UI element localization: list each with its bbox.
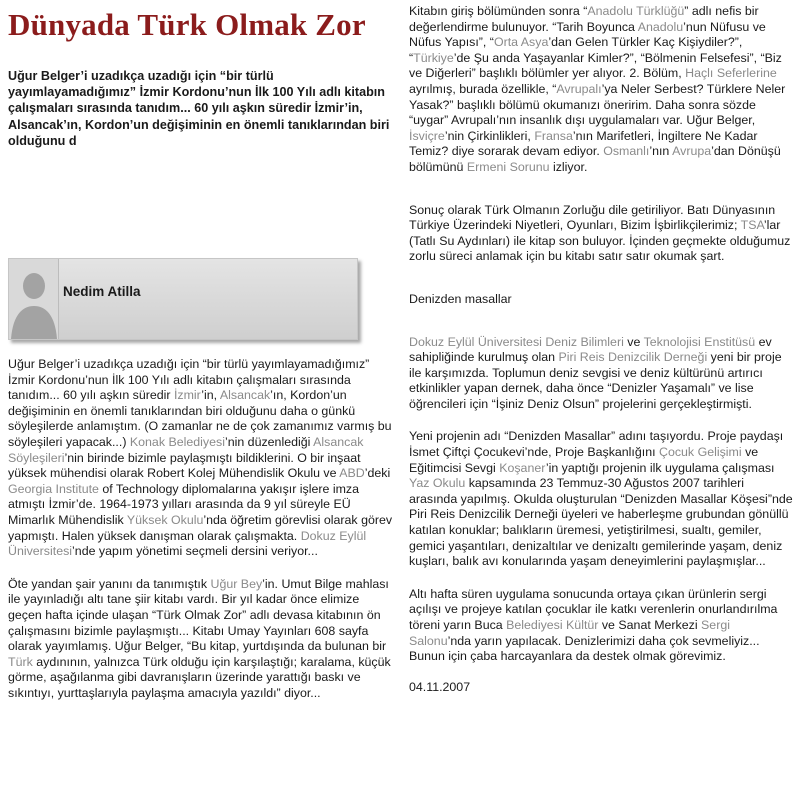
paragraph-text: ’in yaptığı projenin ilk uygulama çalışması — [545, 460, 775, 475]
article-link[interactable]: Orta Asya — [493, 35, 549, 50]
article-link[interactable]: Fransa — [534, 128, 573, 143]
article-link[interactable]: Anadolu — [637, 19, 684, 34]
article-link[interactable]: Dokuz Eylül Üniversitesi — [8, 528, 367, 559]
article-link[interactable]: Anadolu Türklüğü — [587, 4, 685, 18]
paragraph-text: Uğur Belger’i uzadıkça uzadığı için “bir türlü yayımlayamadığımız” İzmir Kordonu’nun İlk 100 Yılı adlı kitabın çalışmaları sırasında tanıdım... 60 yılı aşkın süredir — [8, 357, 370, 403]
paragraph-text: Kitabın giriş bölümünden sonra “ — [409, 4, 588, 18]
article-link[interactable]: Dokuz Eylül Üniversitesi Deniz Bilimleri — [409, 334, 624, 349]
article-link[interactable]: Ermeni Sorunu — [466, 159, 550, 174]
article-link[interactable]: Belediyesi Kültür — [506, 618, 599, 632]
article-paragraph — [409, 335, 793, 413]
paragraph-text: Denizden masallar — [409, 291, 512, 306]
article-link[interactable]: Teknolojisi Enstitüsü — [643, 334, 756, 349]
paragraph-text: Sonuç olarak Türk Olmanın Zorluğu dile getiriliyor. Batı Dünyasının Türkiye Üzerindeki Niyetleri, Oyunları, Bizim İşbirlikçilerimiz; — [409, 202, 776, 233]
article-link[interactable]: Yaz Okulu — [409, 476, 466, 491]
paragraph-text: aydınının, yalnızca Türk olduğu için karşılaştığı; karalama, küçük görme, aşağılanma gibi davranışların üzerinde yarattığı baskı ve sıkıntıyı, yurttaşlarıyla paylaşma amacıyla yazıldı” diyor... — [8, 654, 391, 700]
article-link[interactable]: Türk — [8, 654, 33, 669]
article-link[interactable]: Avrupalı — [556, 81, 602, 96]
article-paragraph — [409, 203, 793, 265]
paragraph-text: ev sahipliğinde kurulmuş olan — [409, 334, 772, 365]
article-paragraph — [409, 429, 793, 569]
article-link[interactable]: TSA — [740, 218, 764, 233]
author-avatar — [9, 259, 59, 339]
paragraph-text: ’ya Neler Serbest? Türklere Neler Yasak?” başlıklı bölümü okumanızı öneririm. Daha sonra sözde “uygar” Avrupalı’nın insanlık dışı uygulamaları var. Uğur Belger, — [409, 81, 786, 128]
article-link[interactable]: İzmir — [173, 388, 202, 403]
right-article-body — [409, 4, 793, 695]
paragraph-text: Yeni projenin adı “Denizden Masallar” adını taşıyordu. Proje paydaşı İsmet Çiftçi Çocukevi’nde, Proje Başkanlığını — [409, 429, 784, 460]
article-paragraph — [409, 4, 793, 176]
article-link[interactable]: Piri Reis Denizcilik Derneği — [558, 350, 708, 365]
paragraph-text: ’dan Gelen Türkler Kaç Kişiydiler?”, “ — [409, 35, 743, 65]
article-link[interactable]: Osmanlı — [603, 144, 650, 159]
article-link[interactable]: Çocuk Gelişimi — [659, 445, 742, 460]
paragraph-text: ’de Şu anda Yaşayanlar Kimler?”, “Bölmenin Felsefesi”, “Biz ve Diğerleri” başlıklı bölümler yer alıyor. 2. Bölüm, — [409, 50, 782, 81]
article-link[interactable]: Konak Belediyesi — [129, 434, 225, 449]
paragraph-text: ve Sanat Merkezi — [598, 618, 702, 632]
article-paragraph — [409, 587, 793, 665]
paragraph-text: ’nin Çirkinlikleri, — [444, 128, 535, 143]
paragraph-text: Öte yandan şair yanını da tanımıştık — [8, 576, 211, 591]
article-paragraph — [409, 292, 793, 308]
paragraph-text: ” adlı nefis bir değerlendirme bulunuyor. “Tarih Boyunca — [409, 4, 759, 34]
left-article-body — [8, 357, 395, 701]
paragraph-text: ’dan Dönüşü bölümünü — [409, 144, 781, 174]
article-link[interactable]: Avrupa — [672, 144, 712, 159]
paragraph-text: ’lar (Tatlı Su Aydınları) ile kitap son buluyor. İçinden geçmekte olduğumuz zorlu süreci anlamak için bu kitabı satır satır okumak şart. — [409, 218, 791, 264]
paragraph-text: ’deki — [364, 466, 391, 481]
left-column — [8, 0, 395, 149]
article-link[interactable]: Georgia Institute — [8, 481, 99, 496]
article-link[interactable]: ABD — [339, 466, 365, 481]
paragraph-text: ’nın Marifetleri, İngiltere Ne Kadar Temiz? diye sorarak devam ediyor. — [409, 128, 758, 159]
person-silhouette-icon — [9, 259, 59, 339]
paragraph-text: ’in, — [201, 388, 220, 403]
article-paragraph — [8, 577, 395, 702]
article-link[interactable]: İsviçre — [409, 128, 445, 143]
article-paragraph — [8, 357, 395, 560]
article-lead: Uğur Belger’i uzadıkça uzadığı için “bir türlü yayımlayamadığımız” İzmir Kordonu’nun İlk 100 Yılı adlı kitabın çalışmaları sırasında tanıdım... 60 yılı aşkın süredir İzmir’in, Alsancak’ın, Kordon’un değişiminin en önemli tanıklarından biri olduğunu d — [8, 69, 390, 148]
article-link[interactable]: Alsancak Söyleşileri — [8, 434, 364, 465]
paragraph-text: ve Eğitimcisi Sevgi — [409, 445, 759, 475]
article-title: Dünyada Türk Olmak Zor — [8, 7, 366, 42]
article-link[interactable]: Koşaner — [499, 460, 546, 475]
paragraph-text: ’ın, Kordon’un değişiminin en önemli tanıklarından biri olduğunu daha o günkü söyleşilerde anlamıştım. (O zamanlar ne de çok zamanımız varmış bu söyleşileri yapacak...) — [8, 388, 392, 449]
paragraph-text: ayrılmış, burada özellikle, “ — [409, 81, 557, 96]
article-link[interactable]: Haçlı Seferlerine — [685, 66, 777, 81]
author-card — [8, 258, 358, 340]
article-paragraph — [409, 680, 793, 696]
paragraph-text: ’nda yarın yapılacak. Denizlerimizi daha çok sevmeliyiz... Bunun için çaba harcayanlara da destek olmak görevimiz. — [409, 633, 760, 664]
paragraph-text: ’nun Nüfusu ve Nüfus Yapısı”, “ — [409, 19, 766, 50]
paragraph-text: ’nın — [649, 144, 673, 159]
paragraph-text: kapsamında 23 Temmuz-30 Ağustos 2007 tarihleri arasında yapılmış. Okulda oluşturulan “Denizden Masallar Köşesi”nde Piri Reis Denizcilik Derneği üyeleri ve haberleşme grubundan gönüllü katılan konuklar; balıkların üremesi, yetiştirilmesi, sualtı, gemiler, gemici yaşantıları, denizaltılar ve denizaltı gemilerinde yaşam, deniz kuşları, balık avı konularında yaşam deneyimlerini paylaşmışlar... — [409, 476, 793, 569]
paragraph-text: ’nin düzenlediği — [224, 434, 314, 449]
paragraph-text: Altı hafta süren uygulama sonucunda ortaya çıkan ürünlerin sergi açılışı ve projeye katılan çocuklar ile katkı verenlerin onurlandırılma töreni yarın Buca — [409, 586, 778, 632]
paragraph-text: ’nda öğretim görevlisi olarak görev yapmıştı. Halen yüksek danışman olarak çalışmakta. — [8, 512, 393, 543]
article-link[interactable]: Alsancak — [219, 388, 271, 403]
article-link[interactable]: Türkiye — [413, 50, 454, 65]
paragraph-text: ’nde yapım yönetimi seçmeli dersini veriyor... — [72, 544, 318, 559]
article-link[interactable]: Yüksek Okulu — [126, 512, 204, 527]
article-link[interactable]: Sergi Salonu — [409, 618, 730, 648]
paragraph-text: of Technology diplomalarına yakışır işlere imza atmıştı İzmir’de. 1964-1973 yılları arasında da 9 yıl süreyle EÜ Mimarlık Mühendislik — [8, 481, 360, 527]
paragraph-text: yeni bir proje ile karşımızda. Toplumun deniz sevgisi ve deniz kültürünü artırıcı etkinlikler yapan dernek, daha önce “Denizler Yaşamalı” ve lise öğrencileri için “İşiniz Deniz Olsun” projelerini gerçekleştirmişti. — [409, 350, 782, 411]
paragraph-text: 04.11.2007 — [409, 679, 471, 694]
paragraph-text: ’in. Umut Bilge mahlası ile yayınladığı altı tane şiir kitabı vardı. Bir yıl kadar önce elimize geçen hafta içinde ulaşan “Türk Olmak Zor” adlı devasa kitabının ön çalışmasını bizimle paylaşmıştı... Kitabı Umay Yayınları 608 sayfa olarak yayımlamış. Uğur Belger, “Bu kitap, yurtdışında da bulunan bir — [8, 576, 389, 654]
paragraph-text: izliyor. — [549, 159, 588, 174]
article-link[interactable]: Uğur Bey — [210, 576, 263, 591]
paragraph-text: ve — [623, 334, 644, 349]
paragraph-text: ’nin birinde bizimle paylaşmıştı bildiklerini. O bir inşaat yüksek mühendisi olarak Robert Kolej Mühendislik Okulu ve — [8, 450, 361, 481]
author-name: Nedim Atilla — [63, 284, 141, 299]
